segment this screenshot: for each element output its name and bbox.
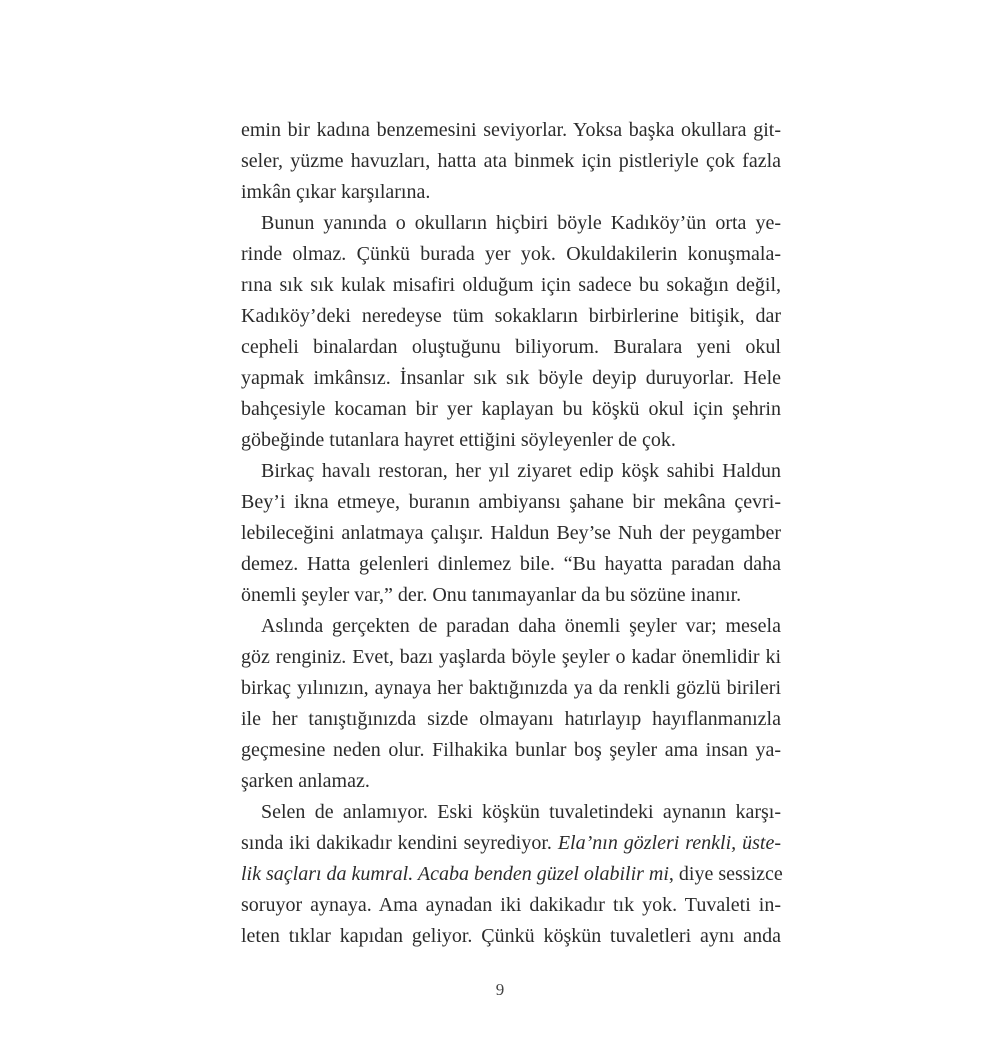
text-line: lebileceğini anlatmaya çalışır. Haldun Bey’se Nuh der peygamber xyxy=(241,522,781,544)
text-line: önemli şeyler var,” der. Onu tanımayanlar da bu sözüne inanır. xyxy=(241,584,742,606)
text-line: birkaç yılınızın, aynaya her baktığınızda ya da renkli gözlü birileri xyxy=(241,677,781,699)
normal-text: sında iki dakikadır kendini seyrediyor. xyxy=(241,832,558,854)
text-line: şarken anlamaz. xyxy=(241,770,370,792)
text-line: Bey’i ikna etmeye, buranın ambiyansı şahane bir mekâna çevri- xyxy=(241,491,781,513)
normal-text: , diye sessizce xyxy=(668,863,783,885)
paragraph-start-line: Aslında gerçekten de paradan daha önemli şeyler var; mesela xyxy=(261,615,781,637)
italic-text: lik saçları da kumral. Acaba benden güzel olabilir mi xyxy=(241,863,669,885)
text-line: ile her tanıştığınızda sizde olmayanı hatırlayıp hayıflanmanızla xyxy=(241,708,781,730)
text-line-mixed xyxy=(241,859,781,890)
text-line: emin bir kadına benzemesini seviyorlar. Yoksa başka okullara git- xyxy=(241,119,781,141)
text-line: cepheli binalardan oluştuğunu biliyorum. Buralara yeni okul xyxy=(241,336,781,358)
paragraph-start-line: Birkaç havalı restoran, her yıl ziyaret edip köşk sahibi Haldun xyxy=(261,460,781,482)
italic-text: Ela’nın gözleri renkli, üste- xyxy=(557,832,781,854)
text-line-mixed xyxy=(241,828,781,859)
text-line: bahçesiyle kocaman bir yer kaplayan bu köşkü okul için şehrin xyxy=(241,398,781,420)
text-line: geçmesine neden olur. Filhakika bunlar boş şeyler ama insan ya- xyxy=(241,739,781,761)
body-text xyxy=(241,115,781,952)
text-line: rinde olmaz. Çünkü burada yer yok. Okuldakilerin konuşmala- xyxy=(241,243,781,265)
paragraph-start-line: Bunun yanında o okulların hiçbiri böyle Kadıköy’ün orta ye- xyxy=(261,212,781,234)
paragraph-start-line: Selen de anlamıyor. Eski köşkün tuvaletindeki aynanın karşı- xyxy=(261,801,781,823)
text-line: Kadıköy’deki neredeyse tüm sokakların birbirlerine bitişik, dar xyxy=(241,305,781,327)
text-line: göz renginiz. Evet, bazı yaşlarda böyle şeyler o kadar önemlidir ki xyxy=(241,646,781,668)
text-line: yapmak imkânsız. İnsanlar sık sık böyle deyip duruyorlar. Hele xyxy=(241,367,781,389)
text-line: seler, yüzme havuzları, hatta ata binmek için pistleriyle çok fazla xyxy=(241,150,781,172)
text-line: imkân çıkar karşılarına. xyxy=(241,181,431,203)
text-line: soruyor aynaya. Ama aynadan iki dakikadır tık yok. Tuvaleti in- xyxy=(241,894,781,916)
page-number: 9 xyxy=(495,980,505,999)
text-line: rına sık sık kulak misafiri olduğum için sadece bu sokağın değil, xyxy=(241,274,781,296)
text-line: leten tıklar kapıdan geliyor. Çünkü köşkün tuvaletleri aynı anda xyxy=(241,925,781,947)
text-line: göbeğinde tutanlara hayret ettiğini söyleyenler de çok. xyxy=(241,429,676,451)
text-line: demez. Hatta gelenleri dinlemez bile. “Bu hayatta paradan daha xyxy=(241,553,781,575)
